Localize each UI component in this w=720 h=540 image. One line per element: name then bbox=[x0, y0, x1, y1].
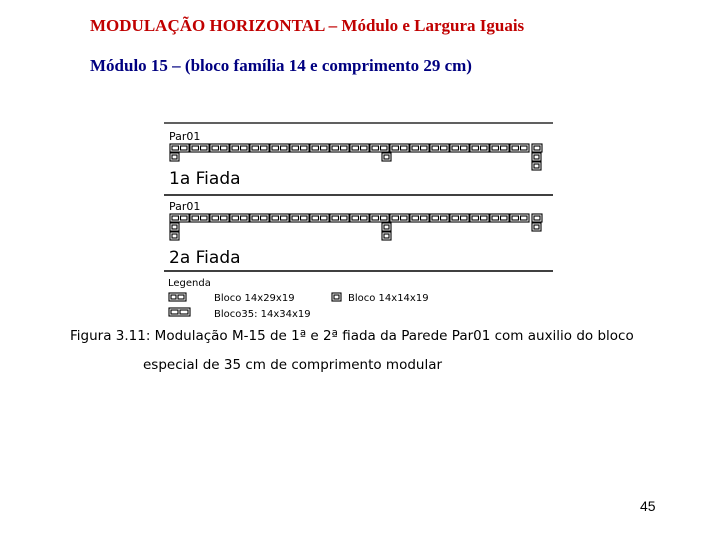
block-cell bbox=[534, 155, 539, 159]
legend-block-29-icon bbox=[169, 293, 186, 301]
masonry-block bbox=[390, 214, 409, 222]
course1-label: 1a Fiada bbox=[169, 169, 241, 189]
masonry-block bbox=[190, 144, 209, 152]
block-cell bbox=[521, 146, 528, 150]
masonry-block bbox=[230, 214, 249, 222]
masonry-drawing bbox=[160, 118, 560, 323]
masonry-block bbox=[510, 144, 529, 152]
masonry-block bbox=[470, 144, 489, 152]
masonry-block bbox=[170, 214, 189, 222]
masonry-block bbox=[532, 153, 541, 161]
masonry-block bbox=[350, 214, 369, 222]
block-cell bbox=[412, 146, 419, 150]
block-cell bbox=[401, 216, 408, 220]
masonry-block bbox=[330, 144, 349, 152]
course1-block-row bbox=[170, 144, 542, 152]
block-cell bbox=[272, 146, 279, 150]
block-cell bbox=[261, 216, 268, 220]
block-cell bbox=[261, 146, 268, 150]
block-cell bbox=[301, 146, 308, 150]
block-cell bbox=[381, 146, 388, 150]
course2-column-right bbox=[532, 223, 541, 231]
block-cell bbox=[492, 146, 499, 150]
block-cell bbox=[172, 225, 177, 229]
legend-title: Legenda bbox=[168, 278, 211, 289]
masonry-block bbox=[350, 144, 369, 152]
block-cell bbox=[321, 216, 328, 220]
block-cell bbox=[301, 216, 308, 220]
masonry-block bbox=[390, 144, 409, 152]
block-cell bbox=[352, 216, 359, 220]
block-cell bbox=[472, 216, 479, 220]
masonry-block bbox=[210, 214, 229, 222]
masonry-block bbox=[250, 214, 269, 222]
block-cell bbox=[372, 146, 379, 150]
masonry-block bbox=[510, 214, 529, 222]
block-cell bbox=[341, 146, 348, 150]
block-cell bbox=[384, 225, 389, 229]
block-cell bbox=[361, 216, 368, 220]
masonry-block bbox=[382, 223, 391, 231]
block-cell bbox=[312, 216, 319, 220]
block-cell bbox=[192, 216, 199, 220]
block-cell bbox=[452, 216, 459, 220]
block-cell bbox=[501, 146, 508, 150]
figure-caption-line2: especial de 35 cm de comprimento modular bbox=[143, 357, 443, 373]
masonry-block bbox=[330, 214, 349, 222]
block-cell bbox=[381, 216, 388, 220]
block-cell bbox=[181, 216, 188, 220]
block-cell bbox=[212, 216, 219, 220]
block-cell bbox=[241, 216, 248, 220]
block-cell bbox=[201, 216, 208, 220]
course2-block-row bbox=[170, 214, 542, 222]
block-cell bbox=[172, 216, 179, 220]
block-cell bbox=[281, 216, 288, 220]
block-cell bbox=[452, 146, 459, 150]
block-cell bbox=[421, 146, 428, 150]
block-cell bbox=[472, 146, 479, 150]
masonry-block bbox=[170, 144, 189, 152]
block-cell bbox=[341, 216, 348, 220]
masonry-block bbox=[532, 162, 541, 170]
block-cell bbox=[332, 216, 339, 220]
masonry-block bbox=[170, 223, 179, 231]
block-cell bbox=[292, 146, 299, 150]
block-cell bbox=[534, 164, 539, 168]
block-cell bbox=[481, 216, 488, 220]
masonry-block bbox=[490, 144, 509, 152]
masonry-block bbox=[270, 214, 289, 222]
course1-wall-label: Par01 bbox=[169, 130, 201, 143]
block-cell bbox=[292, 216, 299, 220]
block-cell bbox=[241, 146, 248, 150]
slide-title: MODULAÇÃO HORIZONTAL – Módulo e Largura Iguais bbox=[90, 16, 525, 35]
block-cell bbox=[534, 225, 539, 229]
masonry-block bbox=[490, 214, 509, 222]
block-cell bbox=[392, 216, 399, 220]
course1-column-right bbox=[532, 153, 541, 170]
slide-subtitle: Módulo 15 – (bloco família 14 e comprimento 29 cm) bbox=[90, 56, 472, 75]
block-cell bbox=[272, 216, 279, 220]
masonry-block bbox=[382, 153, 391, 161]
block-cell bbox=[312, 146, 319, 150]
course2-wall-label: Par01 bbox=[169, 200, 201, 213]
block-cell bbox=[481, 146, 488, 150]
block-cell bbox=[432, 216, 439, 220]
course2-column-middle bbox=[382, 223, 391, 240]
block-cell bbox=[461, 146, 468, 150]
masonry-block bbox=[532, 223, 541, 231]
page-number: 45 bbox=[640, 498, 656, 514]
block-cell bbox=[534, 146, 540, 150]
legend-block-14-label: Bloco 14x14x19 bbox=[348, 293, 429, 304]
block-cell bbox=[492, 216, 499, 220]
block-cell bbox=[412, 216, 419, 220]
block-cell bbox=[521, 216, 528, 220]
block-cell bbox=[252, 216, 259, 220]
course2-column-left bbox=[170, 223, 179, 240]
masonry-block bbox=[170, 232, 179, 240]
block-cell bbox=[281, 146, 288, 150]
figure-caption-line1: Figura 3.11: Modulação M-15 de 1ª e 2ª fiada da Parede Par01 com auxilio do bloco bbox=[70, 328, 634, 344]
block-cell bbox=[421, 216, 428, 220]
block-cell bbox=[181, 146, 188, 150]
block-cell bbox=[212, 146, 219, 150]
block-cell bbox=[372, 216, 379, 220]
block-cell bbox=[361, 146, 368, 150]
block-cell bbox=[172, 234, 177, 238]
masonry-block bbox=[190, 214, 209, 222]
block-cell bbox=[172, 155, 177, 159]
block-cell bbox=[252, 146, 259, 150]
block-cell bbox=[461, 216, 468, 220]
block-cell bbox=[441, 216, 448, 220]
masonry-block bbox=[410, 214, 429, 222]
block-cell bbox=[192, 146, 199, 150]
masonry-block bbox=[470, 214, 489, 222]
masonry-block bbox=[270, 144, 289, 152]
block-cell bbox=[432, 146, 439, 150]
course1-column-middle bbox=[382, 153, 391, 161]
masonry-block bbox=[290, 144, 309, 152]
legend-block-14-icon bbox=[332, 293, 341, 301]
masonry-block bbox=[410, 144, 429, 152]
masonry-block bbox=[382, 232, 391, 240]
block-cell bbox=[232, 146, 239, 150]
legend-block-29-label: Bloco 14x29x19 bbox=[214, 293, 295, 304]
block-cell bbox=[232, 216, 239, 220]
masonry-modulation-figure bbox=[160, 118, 560, 323]
masonry-block bbox=[170, 153, 179, 161]
block-cell bbox=[534, 216, 540, 220]
block-cell bbox=[512, 216, 519, 220]
block-cell bbox=[321, 146, 328, 150]
block-cell bbox=[332, 146, 339, 150]
masonry-block bbox=[310, 144, 329, 152]
block-cell bbox=[512, 146, 519, 150]
masonry-block bbox=[210, 144, 229, 152]
masonry-block bbox=[310, 214, 329, 222]
legend-block-35-label: Bloco35: 14x34x19 bbox=[214, 309, 311, 320]
block-cell bbox=[384, 155, 389, 159]
block-cell bbox=[392, 146, 399, 150]
masonry-block bbox=[230, 144, 249, 152]
block-cell bbox=[384, 234, 389, 238]
course2-label: 2a Fiada bbox=[169, 248, 241, 268]
masonry-block bbox=[370, 214, 389, 222]
block-cell bbox=[501, 216, 508, 220]
block-cell bbox=[201, 146, 208, 150]
masonry-block bbox=[250, 144, 269, 152]
block-cell bbox=[221, 216, 228, 220]
block-cell bbox=[441, 146, 448, 150]
block-cell bbox=[172, 146, 179, 150]
masonry-block bbox=[430, 214, 449, 222]
masonry-block bbox=[430, 144, 449, 152]
masonry-block bbox=[290, 214, 309, 222]
masonry-block bbox=[450, 214, 469, 222]
masonry-block bbox=[450, 144, 469, 152]
legend-block-35-icon bbox=[169, 308, 190, 316]
masonry-block bbox=[370, 144, 389, 152]
course1-column-left bbox=[170, 153, 179, 161]
block-cell bbox=[221, 146, 228, 150]
block-cell bbox=[352, 146, 359, 150]
block-cell bbox=[401, 146, 408, 150]
